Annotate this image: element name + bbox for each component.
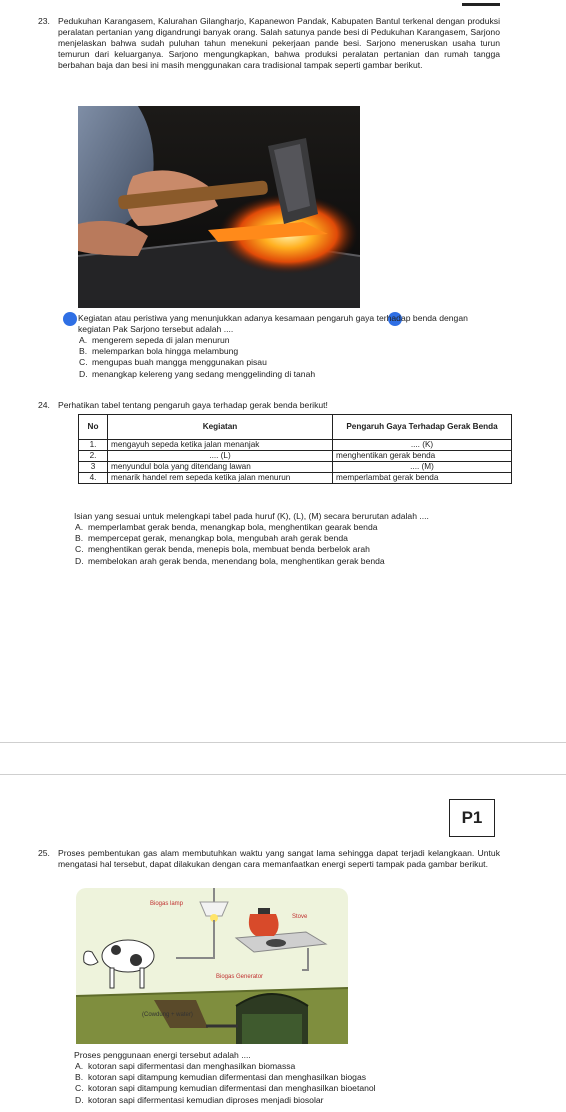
question-intro: Perhatikan tabel tentang pengaruh gaya terhadap gerak benda berikut!: [58, 400, 328, 410]
page-divider: [0, 742, 566, 743]
option-a[interactable]: A. kotoran sapi difermentasi dan menghasilkan biomassa: [75, 1061, 296, 1071]
table-header-pengaruh: Pengaruh Gaya Terhadap Gerak Benda: [333, 415, 512, 440]
blacksmith-photo: [78, 106, 360, 308]
answer-options: [74, 522, 502, 567]
label-biogas-lamp: Biogas lamp: [150, 901, 184, 907]
question-number: 23.: [38, 16, 50, 26]
force-effect-table: [78, 414, 512, 484]
question-text: Pedukuhan Karangasem, Kalurahan Gilangharjo, Kapanewon Pandak, Kabupaten Bantul terkenal dengan produksi peralatan pertanian yang digandrungi banyak orang. Salah satunya pande besi di Pedukuhan Karangasem, Sarjono menjelaskan bahwa sudah puluhan tahun menekuni pekerjaan pande besi. Sarjono meneruskan usaha turun temurun dari keluarganya. Sarjono mengungkapkan, bahwa produksi peralatan pertanian dan rumah tangga berbahan baja dan besi ini masih menggunakan cara tradisional tampak seperti gambar berikut.: [58, 16, 500, 70]
biogas-figure: [76, 888, 348, 1044]
biogas-illustration: [76, 888, 348, 1044]
table-header-kegiatan: Kegiatan: [108, 415, 333, 440]
option-c[interactable]: C. kotoran sapi ditampung kemudian difermentasi dan menghasilkan bioetanol: [75, 1083, 376, 1094]
question-number: 24.: [38, 400, 50, 410]
label-stove: Stove: [292, 914, 308, 920]
blacksmith-illustration: [78, 106, 360, 308]
option-d[interactable]: D. membelokan arah gerak benda, menendang bola, menghentikan gerak benda: [75, 555, 385, 566]
option-a[interactable]: A. memperlambat gerak benda, menangkap bola, menghentikan gearak benda: [75, 522, 378, 532]
option-d[interactable]: D. kotoran sapi difermentasi kemudian diproses menjadi biosolar: [75, 1094, 324, 1105]
answer-options: [74, 1061, 502, 1106]
label-cowdung-water: (Cowdung + water): [142, 1012, 193, 1018]
table-row: 1. mengayuh sepeda ketika jalan menanjak .... (K): [79, 440, 512, 451]
option-b[interactable]: B. kotoran sapi ditampung kemudian difermentasi dan menghasilkan biogas: [75, 1072, 367, 1083]
question-23-prompt: [78, 313, 502, 380]
answer-options: [78, 335, 502, 380]
option-b[interactable]: B. melemparkan bola hingga melambung: [79, 346, 239, 357]
table-row: 3 menyundul bola yang ditendang lawan .... (M): [79, 462, 512, 473]
question-24: [38, 400, 500, 411]
table-header-no: No: [79, 415, 108, 440]
option-b[interactable]: B. mempercepat gerak, menangkap bola, mengubah arah gerak benda: [75, 533, 348, 544]
question-number: 25.: [38, 848, 50, 858]
option-c[interactable]: C. mengupas buah mangga menggunakan pisau: [79, 357, 267, 368]
table-row: 2. .... (L) menghentikan gerak benda: [79, 451, 512, 462]
option-d[interactable]: D. menangkap kelereng yang sedang menggelinding di tanah: [79, 368, 316, 379]
label-biogas-generator: Biogas Generator: [216, 974, 264, 980]
question-prompt: Isian yang sesuai untuk melengkapi tabel pada huruf (K), (L), (M) secara berurutan adalah ....: [74, 511, 429, 521]
question-23: [38, 16, 500, 71]
table-row: 4. menarik handel rem sepeda ketika jalan menurun memperlambat gerak benda: [79, 473, 512, 484]
question-24-prompt: [74, 511, 502, 567]
question-25-prompt: [74, 1050, 502, 1106]
question-prompt: Kegiatan atau peristiwa yang menunjukkan adanya kesamaan pengaruh gaya terhadap benda dengan kegiatan Pak Sarjono tersebut adalah ....: [78, 313, 468, 334]
page-marker: P1: [449, 799, 495, 837]
question-prompt: Proses penggunaan energi tersebut adalah ....: [74, 1050, 251, 1060]
option-a[interactable]: A. mengerem sepeda di jalan menurun: [79, 335, 230, 345]
page-divider: [0, 774, 566, 775]
option-c[interactable]: C. menghentikan gerak benda, menepis bola, membuat benda berbelok arah: [75, 544, 370, 555]
question-25: [38, 848, 500, 870]
question-text: Proses pembentukan gas alam membutuhkan waktu yang sangat lama sehingga dapat terjadi kelangkaan. Untuk mengatasi hal tersebut, dapat dilakukan dengan cara memanfaatkan energi seperti tampak pada gambar berikut.: [58, 848, 500, 869]
top-border-mark: [462, 3, 500, 6]
highlight-dot: [63, 312, 77, 326]
